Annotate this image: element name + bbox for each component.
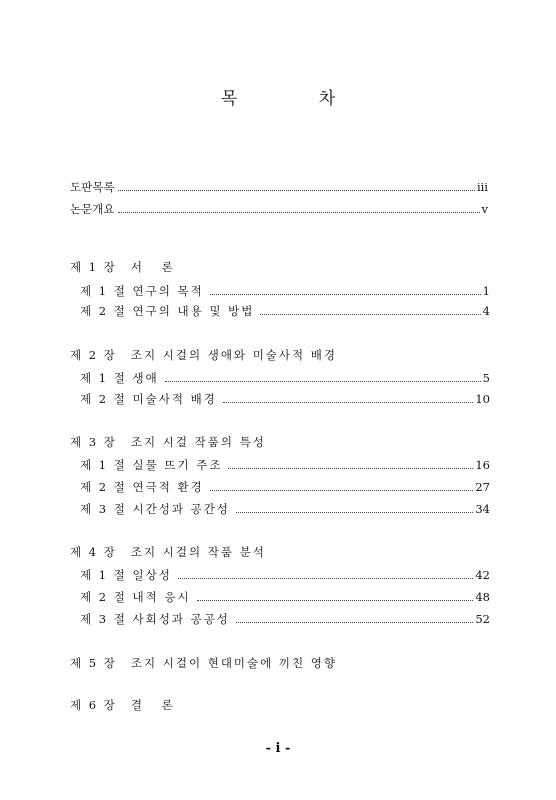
toc-entry-front-0[interactable]	[70, 179, 488, 195]
dot-leader	[236, 622, 473, 623]
chapter-number: 제 3 장	[70, 435, 117, 449]
dot-leader	[260, 314, 480, 315]
toc-entry-section[interactable]	[80, 589, 490, 605]
dot-leader	[210, 490, 474, 491]
toc-entry-section[interactable]	[80, 391, 490, 407]
dot-leader	[223, 402, 474, 403]
toc-entry-page: 16	[475, 458, 490, 472]
toc-entry-label: 논문개요	[70, 202, 115, 216]
dot-leader	[118, 212, 479, 213]
chapter-title: 조지 시걸의 생애와 미술사적 배경	[130, 348, 338, 362]
toc-entry-page: 34	[475, 502, 490, 516]
toc-entry-page: 5	[482, 371, 490, 385]
toc-entry-page: 42	[475, 568, 490, 582]
toc-entry-page: 52	[475, 612, 490, 626]
toc-entry-label: 제 3 절 사회성과 공공성	[80, 612, 230, 626]
chapter-heading-2[interactable]	[70, 347, 337, 363]
chapter-heading-3[interactable]	[70, 434, 266, 450]
toc-entry-label: 제 3 절 시간성과 공간성	[80, 502, 230, 516]
toc-entry-label: 제 2 절 내적 응시	[80, 590, 191, 604]
toc-entry-label: 제 2 절 미술사적 배경	[80, 392, 217, 406]
toc-entry-section[interactable]	[80, 370, 490, 386]
toc-entry-section[interactable]	[80, 611, 490, 627]
chapter-title: 조지 시걸이 현대미술에 끼친 영향	[130, 656, 338, 670]
toc-entry-page: iii	[476, 180, 488, 194]
page-title: 목 차	[220, 89, 374, 109]
toc-entry-section[interactable]	[80, 567, 490, 583]
toc-entry-label: 제 1 절 실물 뜨기 주조	[80, 458, 223, 472]
toc-entry-front-1[interactable]	[70, 201, 488, 217]
toc-entry-label: 제 1 절 생애	[80, 371, 159, 385]
chapter-title: 서 론	[130, 260, 181, 274]
toc-entry-section[interactable]	[80, 479, 490, 495]
toc-entry-label: 제 2 절 연구의 내용 및 방법	[80, 304, 255, 318]
chapter-number: 제 2 장	[70, 348, 117, 362]
dot-leader	[178, 578, 474, 579]
chapter-number: 제 6 장	[70, 698, 117, 712]
toc-entry-label: 제 2 절 연극적 환경	[80, 480, 204, 494]
chapter-heading-1[interactable]	[70, 259, 181, 275]
toc-entry-label: 제 1 절 일상성	[80, 568, 172, 582]
toc-entry-page: 27	[475, 480, 490, 494]
page-number: - i -	[265, 741, 291, 756]
dot-leader	[228, 468, 473, 469]
toc-entry-label: 도판목록	[70, 180, 115, 194]
chapter-number: 제 1 장	[70, 260, 117, 274]
chapter-title: 조지 시걸의 작품 분석	[130, 545, 266, 559]
toc-entry-label: 제 1 절 연구의 목적	[80, 284, 204, 298]
toc-entry-page: v	[481, 202, 488, 216]
toc-entry-section[interactable]	[80, 283, 490, 299]
dot-leader	[197, 600, 474, 601]
dot-leader	[210, 294, 481, 295]
toc-entry-page: 48	[475, 590, 490, 604]
chapter-heading-6[interactable]	[70, 697, 181, 713]
dot-leader	[165, 381, 481, 382]
chapter-title: 조지 시걸 작품의 특성	[130, 435, 266, 449]
toc-entry-section[interactable]	[80, 303, 490, 319]
toc-entry-page: 1	[482, 284, 490, 298]
toc-entry-page: 10	[475, 392, 490, 406]
chapter-number: 제 5 장	[70, 656, 117, 670]
toc-entry-section[interactable]	[80, 457, 490, 473]
chapter-title: 결 론	[130, 698, 181, 712]
chapter-heading-5[interactable]	[70, 655, 337, 671]
dot-leader	[118, 190, 475, 191]
toc-entry-page: 4	[482, 304, 490, 318]
toc-entry-section[interactable]	[80, 501, 490, 517]
chapter-number: 제 4 장	[70, 545, 117, 559]
dot-leader	[236, 512, 473, 513]
chapter-heading-4[interactable]	[70, 544, 266, 560]
